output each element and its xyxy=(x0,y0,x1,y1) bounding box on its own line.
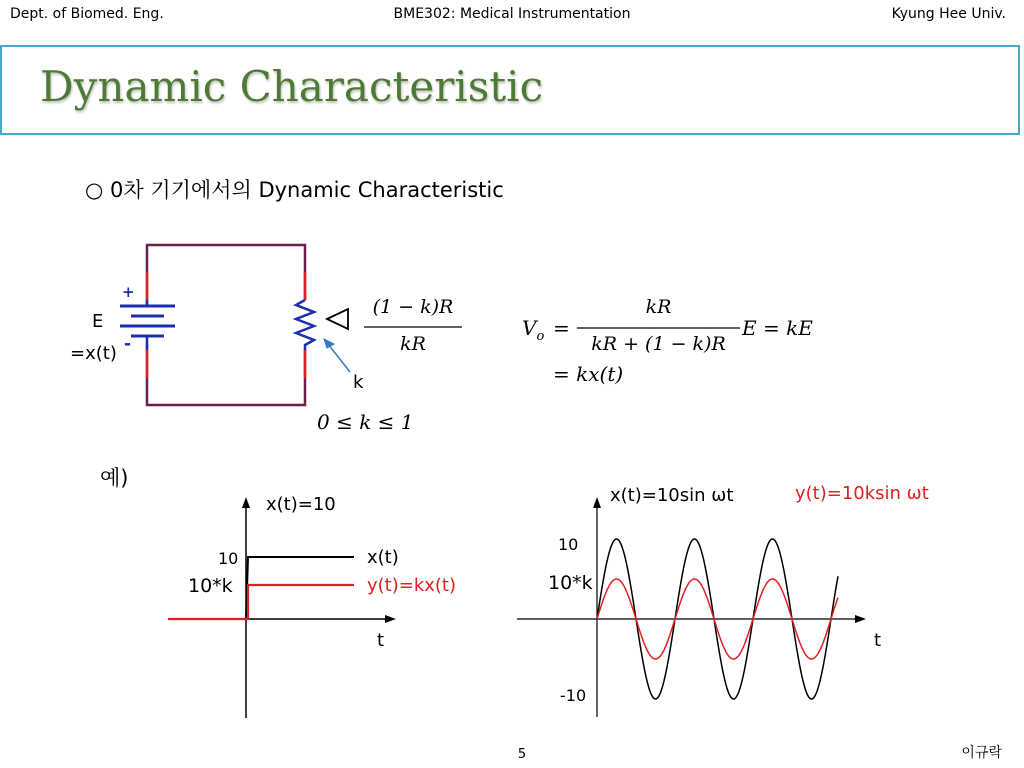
circuit-wire-top xyxy=(147,245,305,300)
sine-plot xyxy=(517,497,866,717)
step-tick-10k: 10*k xyxy=(188,575,233,597)
equation-equals: = xyxy=(553,316,570,340)
sine-tick-10: 10 xyxy=(558,535,579,554)
wiper-triangle xyxy=(327,309,348,329)
wiper-arrow-head xyxy=(324,339,334,348)
circuit-wire-bottom xyxy=(147,350,305,405)
wiper-arrow-line xyxy=(328,344,350,372)
circuit-fraction-numerator: (1 − k)R xyxy=(372,296,454,318)
header-course: BME302: Medical Instrumentation xyxy=(393,6,631,22)
equation-rhs: E = kE xyxy=(742,316,813,340)
bullet-symbol: ○ xyxy=(85,178,104,202)
header-department: Dept. of Biomed. Eng. xyxy=(10,6,164,22)
step-legend-x: x(t) xyxy=(367,547,399,568)
equation-lhs xyxy=(522,316,544,344)
k-range: 0 ≤ k ≤ 1 xyxy=(317,410,414,434)
equation-line2: = kx(t) xyxy=(553,362,624,386)
equation-v: V xyxy=(522,316,537,340)
step-plot-title: x(t)=10 xyxy=(266,494,336,515)
sine-title-x: x(t)=10sin ωt xyxy=(610,485,734,506)
step-y-arrow xyxy=(242,497,250,508)
battery-minus: - xyxy=(124,334,132,354)
page-title: Dynamic Characteristic xyxy=(40,62,544,111)
resistor-zigzag xyxy=(296,300,314,350)
sine-y-arrow xyxy=(593,497,601,508)
equation-numerator: kR xyxy=(645,296,672,318)
sine-title-y: y(t)=10ksin ωt xyxy=(795,483,929,504)
step-x-arrow xyxy=(385,615,396,623)
example-label: 예) xyxy=(100,466,129,490)
sine-tick-minus10: -10 xyxy=(560,686,587,705)
footer-author: 이규락 xyxy=(961,745,1002,761)
step-x-series xyxy=(246,557,354,619)
sine-axis-t: t xyxy=(874,630,882,651)
bullet-text: 0차 기기에서의 Dynamic Characteristic xyxy=(110,178,504,202)
source-label-xt: =x(t) xyxy=(70,343,117,364)
wiper-k-label: k xyxy=(353,372,364,393)
step-legend-y: y(t)=kx(t) xyxy=(367,575,457,596)
step-plot xyxy=(168,497,396,718)
battery-plus: + xyxy=(122,283,135,301)
circuit-fraction-denominator: kR xyxy=(400,333,426,355)
equation-denominator: kR + (1 − k)R xyxy=(591,333,726,355)
circuit-diagram xyxy=(120,245,350,405)
step-axis-t: t xyxy=(377,630,385,651)
sine-x-arrow xyxy=(855,615,866,623)
equation-v-sub: o xyxy=(536,329,545,344)
page-number: 5 xyxy=(517,747,527,762)
sine-tick-10k: 10*k xyxy=(548,572,593,594)
source-label-e: E xyxy=(92,311,104,332)
header-university: Kyung Hee Univ. xyxy=(891,6,1006,22)
step-tick-10: 10 xyxy=(218,549,239,568)
